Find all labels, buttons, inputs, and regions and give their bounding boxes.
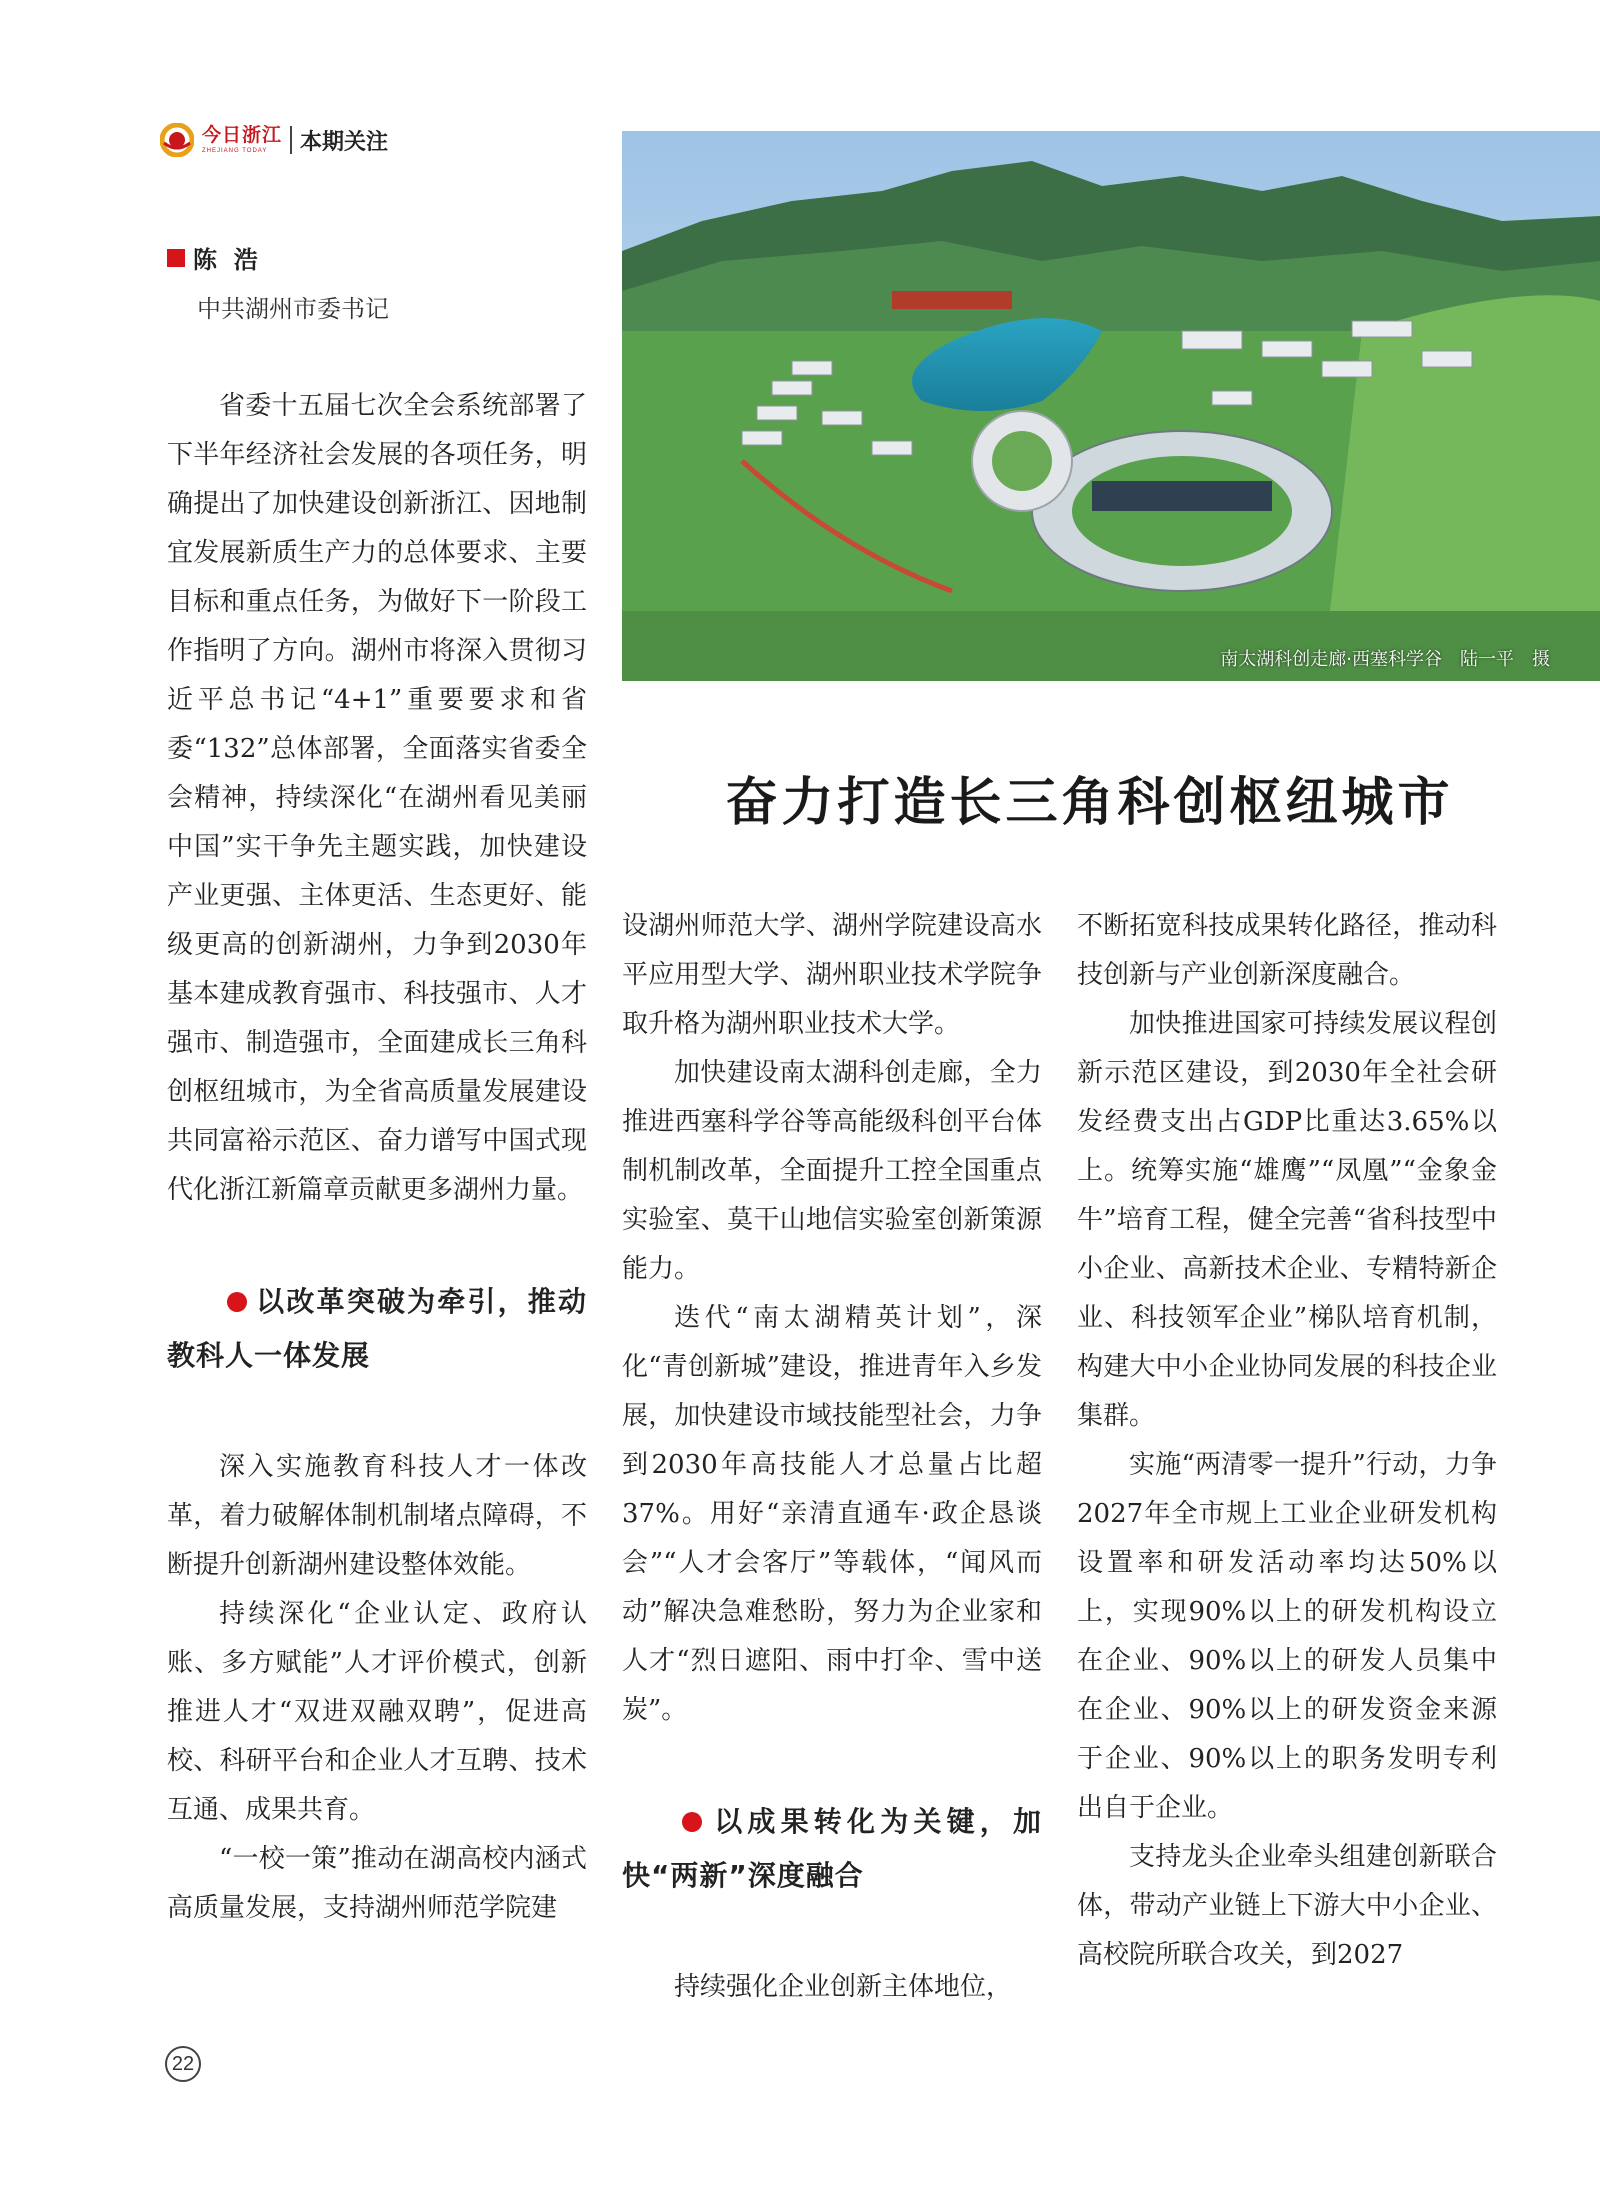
section-heading-1-text: 以改革突破为牵引，推动教科人一体发展 [167,1285,587,1372]
paragraph: 支持龙头企业牵头组建创新联合体，带动产业链上下游大中小企业、高校院所联合攻关，到2027 [1077,1842,1497,1970]
magazine-header [160,118,388,162]
photo-illustration [622,131,1600,681]
paragraph: 加快建设南太湖科创走廊，全力推进西塞科学谷等高能级科创平台体制机制改革，全面提升工控全国重点实验室、莫干山地信实验室创新策源能力。 [622,1058,1042,1284]
text-column-3 [1077,902,1497,1980]
paragraph-continued: 不断拓宽科技成果转化路径，推动科技创新与产业创新深度融合。 [1077,911,1497,990]
paragraph: 迭代“南太湖精英计划”，深化“青创新城”建设，推进青年入乡发展，加快建设市域技能型社会，力争到2030年高技能人才总量占比超37%。用好“亲清直通车·政企恳谈会”“人才会客厅”等载体，“闻风而动”解决急难愁盼，努力为企业家和人才“烈日遮阳、雨中打伞、雪中送炭”。 [622,1303,1042,1725]
text-column-2 [622,902,1042,2012]
text-column-1 [167,382,587,1933]
red-dot-icon [227,1292,247,1312]
landscape-photo [622,131,1600,681]
red-dot-icon [682,1812,702,1832]
author-name-text: 陈 浩 [193,246,258,274]
author-block [167,240,389,324]
logo-text [202,126,282,154]
paragraph-intro: 省委十五届七次全会系统部署了下半年经济社会发展的各项任务，明确提出了加快建设创新浙江、因地制宜发展新质生产力的总体要求、主要目标和重点任务，为做好下一阶段工作指明了方向。湖州市将深入贯彻习近平总书记“4+1”重要要求和省委“132”总体部署，全面落实省委全会精神，持续深化“在湖州看见美丽中国”实干争先主题实践，加快建设产业更强、主体更活、生态更好、能级更高的创新湖州，力争到2030年基本建成教育强市、科技强市、人才强市、制造强市，全面建成长三角科创枢纽城市，为全省高质量发展建设共同富裕示范区、奋力谱写中国式现代化浙江新篇章贡献更多湖州力量。 [167,391,587,1205]
paragraph: 加快推进国家可持续发展议程创新示范区建设，到2030年全社会研发经费支出占GDP比重达3.65%以上。统筹实施“雄鹰”“凤凰”“金象金牛”培育工程，健全完善“省科技型中小企业、高新技术企业、专精特新企业、科技领军企业”梯队培育机制，构建大中小企业协同发展的科技企业集群。 [1077,1009,1497,1431]
section-heading-1 [167,1275,587,1383]
logo-chinese: 今日浙江 [202,124,283,146]
logo-english: ZHEJIANG TODAY [202,148,268,154]
paragraph: “一校一策”推动在湖高校内涵式高质量发展，支持湖州师范学院建 [167,1844,587,1923]
author-name [167,240,389,275]
photo-caption: 南太湖科创走廊·西塞科学谷 陆一平 摄 [1220,649,1550,670]
section-heading-2 [622,1795,1042,1903]
logo-icon [160,123,194,157]
paragraph: 持续强化企业创新主体地位， [674,1972,1013,2002]
paragraph: 深入实施教育科技人才一体改革，着力破解体制机制堵点障碍，不断提升创新湖州建设整体效能。 [167,1452,587,1580]
paragraph: 持续深化“企业认定、政府认账、多方赋能”人才评价模式，创新推进人才“双进双融双聘”，促进高校、科研平台和企业人才互聘、技术互通、成果共育。 [167,1599,587,1825]
red-square-icon [167,249,185,267]
author-title: 中共湖州市委书记 [197,295,389,323]
paragraph-continued: 设湖州师范大学、湖州学院建设高水平应用型大学、湖州职业技术学院争取升格为湖州职业技术大学。 [622,911,1042,1039]
page-number: 22 [165,2046,201,2082]
header-divider [290,126,292,154]
section-heading-2-text: 以成果转化为关键，加快“两新”深度融合 [622,1805,1042,1892]
paragraph: 实施“两清零一提升”行动，力争2027年全市规上工业企业研发机构设置率和研发活动率均达50%以上，实现90%以上的研发机构设立在企业、90%以上的研发人员集中在企业、90%以上的研发资金来源于企业、90%以上的职务发明专利出自于企业。 [1077,1450,1497,1823]
section-label: 本期关注 [300,129,389,155]
article-title: 奋力打造长三角科创枢纽城市 [725,772,1454,833]
